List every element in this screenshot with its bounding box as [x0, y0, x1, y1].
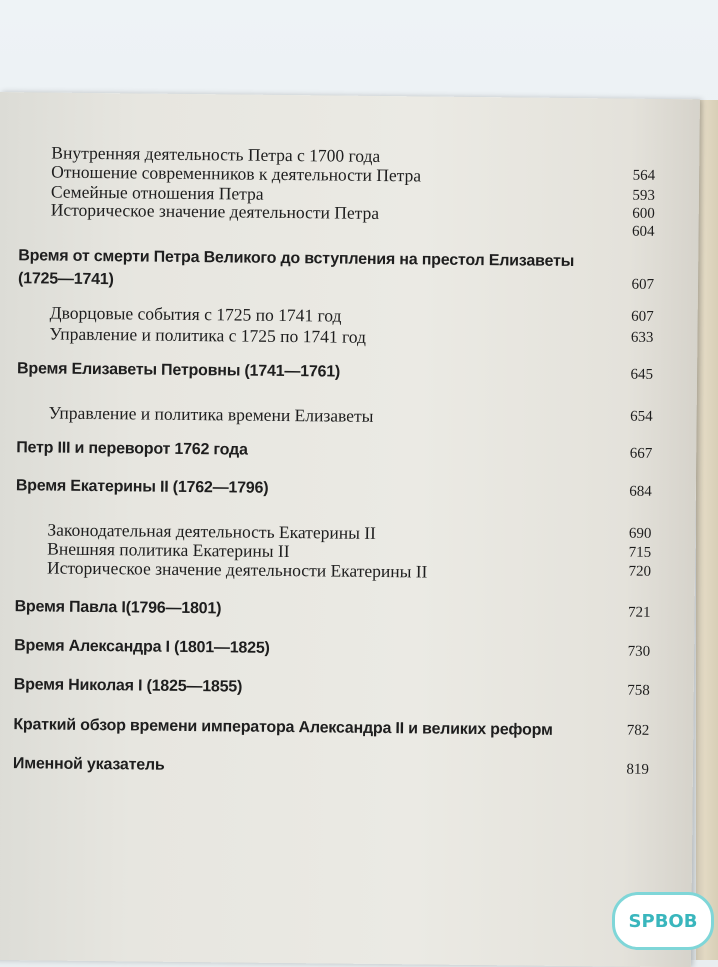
toc-title: Внешняя политика Екатерины II	[47, 538, 290, 562]
toc-row	[0, 270, 698, 293]
toc-row	[0, 637, 694, 660]
toc-title: Именной указатель	[12, 755, 165, 774]
toc-row	[0, 676, 694, 699]
toc-page-number: 782	[626, 722, 650, 739]
toc-title: Законодательная деятельность Екатерины II	[47, 519, 377, 543]
toc-row	[0, 360, 697, 383]
toc-page-number: 690	[628, 525, 652, 542]
book-page	[0, 92, 700, 967]
toc-page-number: 593	[632, 187, 656, 204]
toc-page-number: 730	[627, 643, 651, 660]
toc-row	[0, 755, 693, 778]
toc-row	[0, 247, 698, 271]
toc-title: Историческое значение деятельности Петра	[50, 199, 380, 223]
watermark-text: SPBOB	[628, 910, 698, 932]
toc-title: Время Николая I (1825—1855)	[13, 676, 243, 696]
toc-title: Время Елизаветы Петровны (1741—1761)	[17, 360, 341, 381]
toc-page-number: 633	[630, 329, 654, 346]
toc-page-number: 721	[627, 604, 651, 621]
toc-row	[0, 302, 698, 326]
toc-row	[0, 402, 697, 426]
table-of-contents	[0, 92, 700, 967]
toc-title: Управление и политика времени Елизаветы	[48, 402, 374, 426]
toc-title: Время Александра I (1801—1825)	[14, 637, 270, 657]
toc-title: Историческое значение деятельности Екатерины II	[46, 557, 428, 582]
toc-page-number: 564	[632, 167, 656, 184]
toc-row	[0, 519, 695, 543]
toc-title: Время от смерти Петра Великого до вступления на престол Елизаветы	[18, 247, 575, 271]
toc-page-number: 720	[628, 563, 652, 580]
toc-title: Дворцовые события с 1725 по 1741 год	[49, 302, 342, 326]
toc-row	[0, 716, 693, 739]
toc-title: Петр III и переворот 1762 года	[16, 439, 248, 459]
toc-page-number: 819	[626, 761, 650, 778]
toc-page-number: 600	[632, 205, 655, 222]
toc-row	[0, 598, 695, 621]
toc-row	[0, 557, 695, 582]
page-edge	[696, 100, 718, 960]
toc-page-number: 645	[630, 366, 654, 383]
toc-title: Отношение современников к деятельности Петра	[51, 161, 422, 186]
watermark-badge	[612, 892, 714, 950]
toc-title: Семейные отношения Петра	[50, 181, 264, 204]
toc-title: (1725—1741)	[17, 270, 114, 289]
toc-page-number: 758	[627, 682, 650, 699]
toc-row	[0, 439, 696, 462]
toc-title: Время Павла I(1796—1801)	[14, 598, 222, 618]
toc-page-number: 607	[631, 308, 654, 325]
toc-page-number: 604	[631, 223, 655, 240]
toc-row	[0, 477, 696, 500]
toc-page-number: 654	[630, 408, 653, 425]
toc-title: Внутренняя деятельность Петра с 1700 года	[51, 142, 381, 166]
toc-row	[0, 142, 699, 166]
toc-page-number: 667	[629, 445, 653, 462]
toc-page-number: 607	[631, 276, 655, 293]
toc-row	[0, 199, 699, 223]
toc-title: Управление и политика с 1725 по 1741 год	[49, 323, 367, 347]
toc-page-number: 684	[629, 483, 652, 500]
toc-title: Время Екатерины II (1762—1796)	[15, 477, 269, 497]
toc-title: Краткий обзор времени императора Александра II и великих реформ	[13, 716, 553, 739]
toc-row	[0, 323, 698, 347]
toc-page-number: 715	[628, 544, 652, 561]
